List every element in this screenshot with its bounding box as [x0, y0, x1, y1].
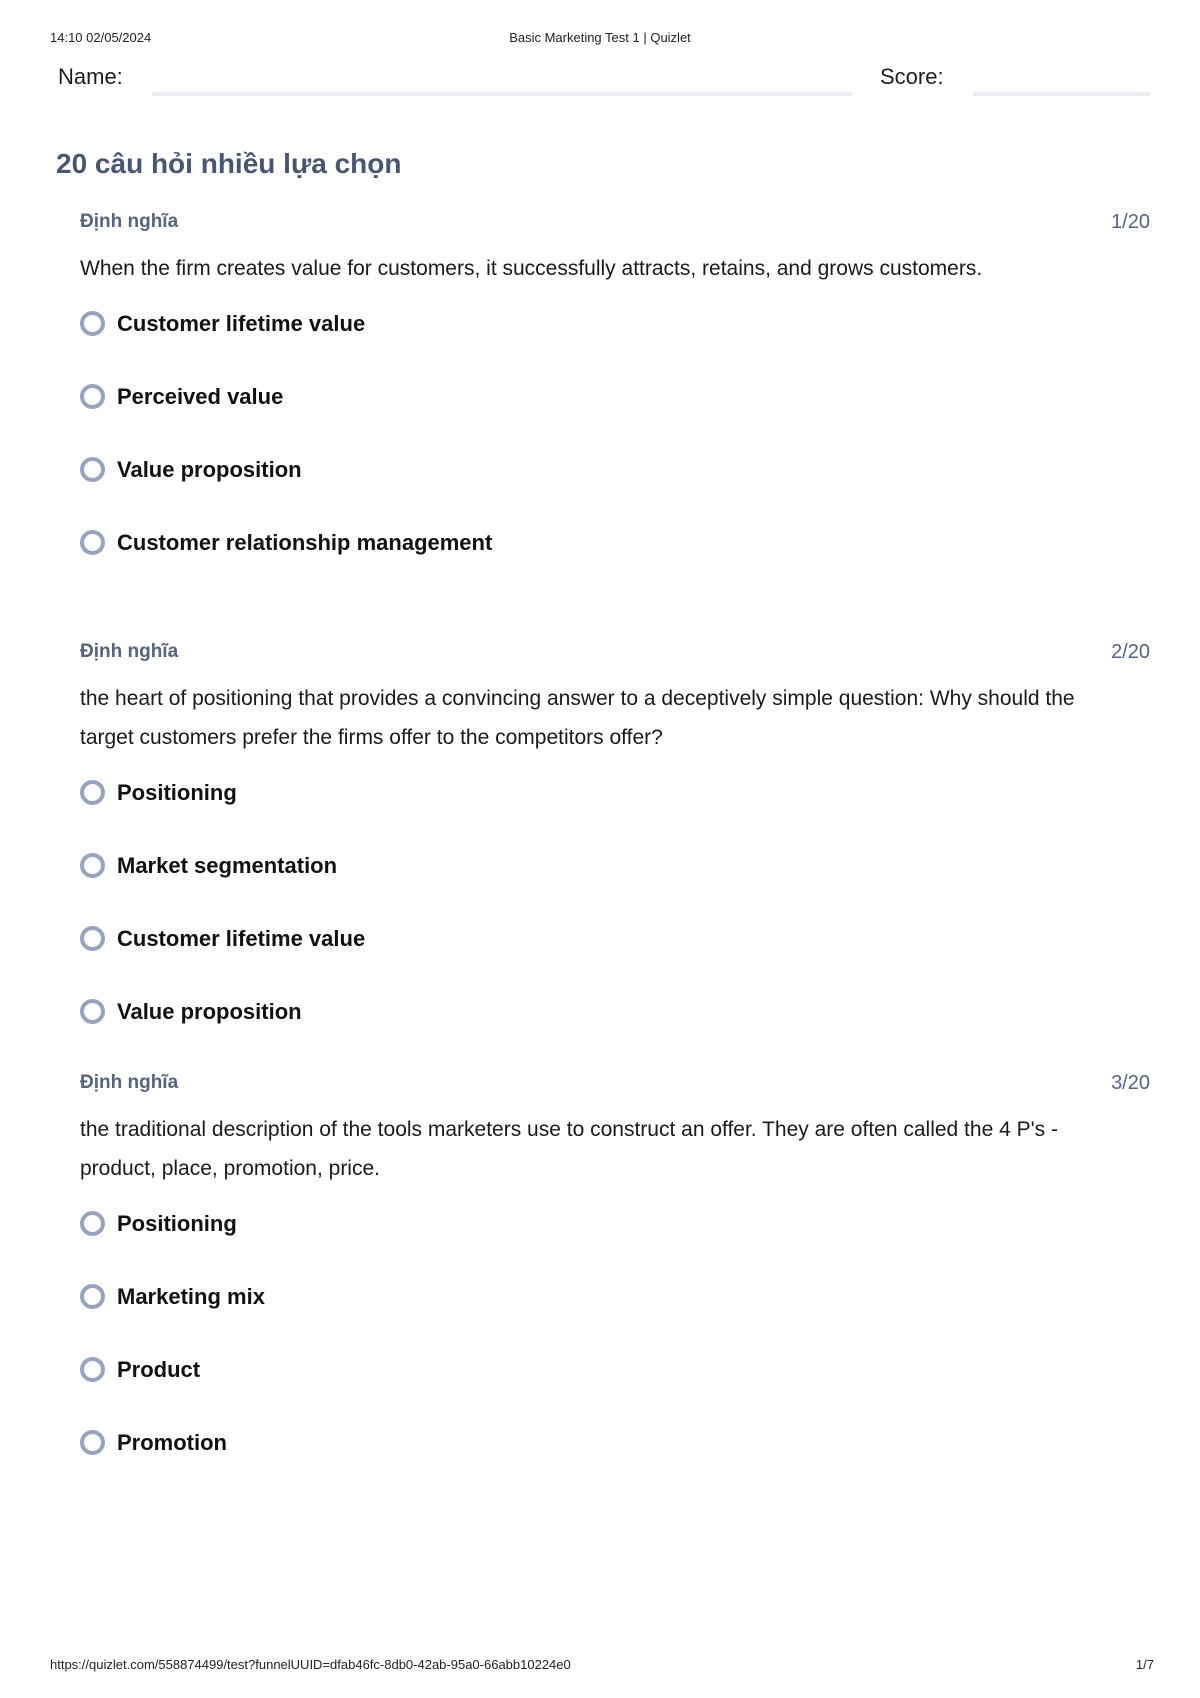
score-label: Score: [880, 64, 944, 89]
section-title: 20 câu hỏi nhiều lựa chọn [56, 148, 402, 179]
question-number: 3/20 [1111, 1072, 1150, 1094]
question-3 [80, 1072, 1150, 1500]
option-label: Perceived value [117, 383, 284, 409]
option-label: Positioning [117, 1210, 237, 1236]
option-label: Customer relationship management [117, 529, 493, 555]
option[interactable] [80, 923, 1150, 954]
question-2 [80, 641, 1150, 1069]
option[interactable] [80, 1354, 1150, 1385]
option-label: Promotion [117, 1429, 227, 1455]
option[interactable] [80, 996, 1150, 1027]
radio-icon[interactable] [80, 999, 105, 1024]
question-number: 2/20 [1111, 641, 1150, 663]
option-label: Customer lifetime value [117, 310, 366, 336]
option[interactable] [80, 527, 1150, 558]
question-number: 1/20 [1111, 211, 1150, 233]
question-type: Định nghĩa [80, 1072, 179, 1093]
option-label: Product [117, 1356, 201, 1382]
page-number: 1/7 [1135, 1657, 1154, 1672]
option-label: Market segmentation [117, 852, 338, 878]
option[interactable] [80, 308, 1150, 339]
option-label: Positioning [117, 779, 237, 805]
option-label: Marketing mix [117, 1283, 265, 1309]
print-datetime: 14:10 02/05/2024 [50, 30, 152, 45]
radio-icon[interactable] [80, 853, 105, 878]
option[interactable] [80, 381, 1150, 412]
page-url: https://quizlet.com/558874499/test?funnelUUID=dfab46fc-8db0-42ab-95a0-66abb10224e0 [50, 1657, 571, 1672]
radio-icon[interactable] [80, 1284, 105, 1309]
score-field[interactable] [973, 92, 1150, 96]
option[interactable] [80, 777, 1150, 808]
option-label: Value proposition [117, 456, 302, 482]
question-type: Định nghĩa [80, 211, 179, 232]
option[interactable] [80, 1427, 1150, 1458]
radio-icon[interactable] [80, 1430, 105, 1455]
name-field[interactable] [152, 92, 852, 96]
option[interactable] [80, 850, 1150, 881]
radio-icon[interactable] [80, 530, 105, 555]
radio-icon[interactable] [80, 457, 105, 482]
print-title: Basic Marketing Test 1 | Quizlet [509, 30, 691, 45]
options-list [80, 1208, 1150, 1458]
question-1 [80, 211, 1150, 600]
options-list [80, 777, 1150, 1027]
option-label: Value proposition [117, 998, 302, 1024]
question-type: Định nghĩa [80, 641, 179, 662]
radio-icon[interactable] [80, 384, 105, 409]
radio-icon[interactable] [80, 1357, 105, 1382]
radio-icon[interactable] [80, 926, 105, 951]
option[interactable] [80, 1208, 1150, 1239]
name-label: Name: [58, 64, 123, 89]
option[interactable] [80, 454, 1150, 485]
option-label: Customer lifetime value [117, 925, 366, 951]
name-score-row [58, 62, 1150, 98]
radio-icon[interactable] [80, 311, 105, 336]
radio-icon[interactable] [80, 780, 105, 805]
option[interactable] [80, 1281, 1150, 1312]
radio-icon[interactable] [80, 1211, 105, 1236]
options-list [80, 308, 1150, 558]
question-text: the traditional description of the tools marketers use to construct an offer. They are often called the 4 P's - product, place, promotion, price. [80, 1118, 1058, 1180]
question-text: When the firm creates value for customers, it successfully attracts, retains, and grows customers. [80, 257, 983, 280]
question-text: the heart of positioning that provides a convincing answer to a deceptively simple question: Why should the target customers prefer the firms offer to the competitors offer? [80, 687, 1075, 749]
